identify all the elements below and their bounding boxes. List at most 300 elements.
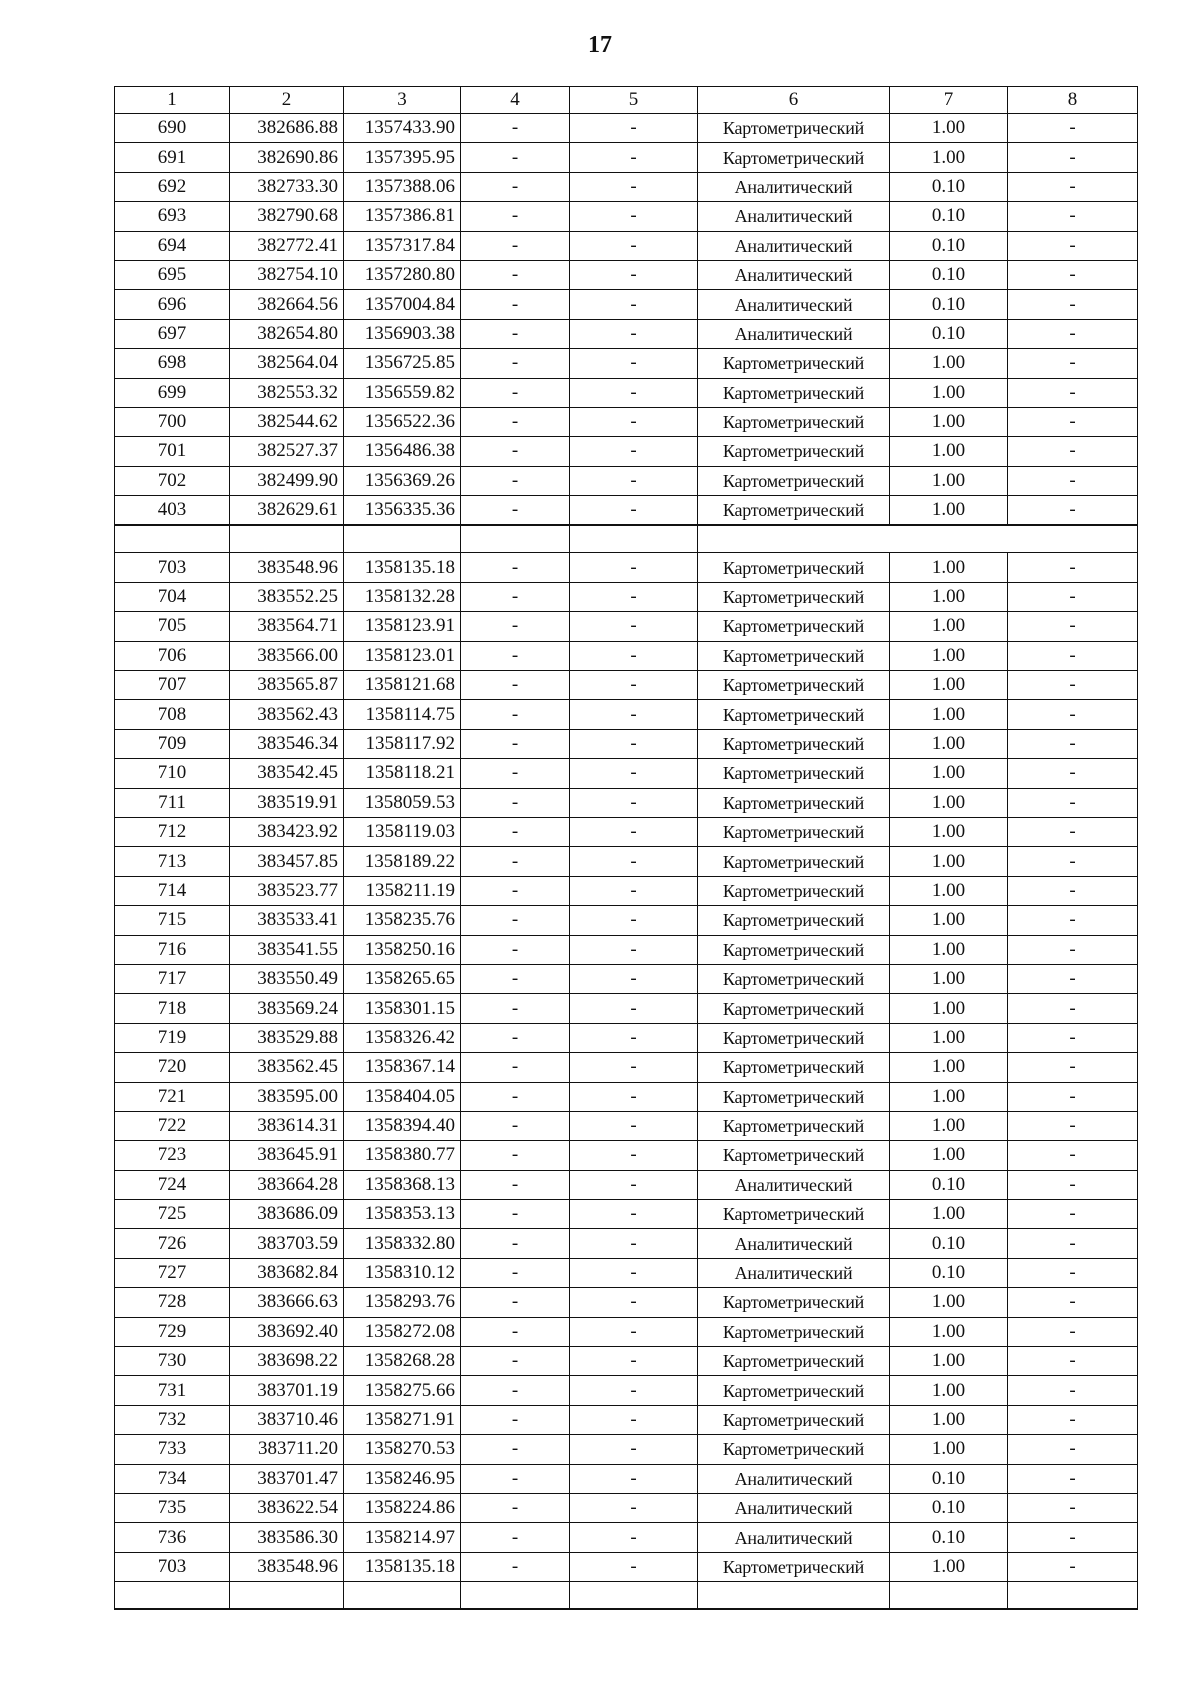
accuracy-cell: 1.00 — [890, 582, 1008, 611]
x-coordinate-cell: 383666.63 — [230, 1288, 344, 1317]
column-8-cell: - — [1008, 817, 1138, 846]
column-8-cell: - — [1008, 349, 1138, 378]
method-cell: Аналитический — [698, 319, 890, 348]
column-8-cell: - — [1008, 496, 1138, 526]
point-number-cell: 713 — [115, 847, 230, 876]
column-8-cell: - — [1008, 1229, 1138, 1258]
y-coordinate-cell: 1358118.21 — [344, 759, 461, 788]
x-coordinate-cell: 382544.62 — [230, 407, 344, 436]
accuracy-cell: 1.00 — [890, 729, 1008, 758]
column-4-cell: - — [461, 1053, 570, 1082]
column-8-cell: - — [1008, 729, 1138, 758]
table-row — [115, 172, 1138, 201]
column-8-cell: - — [1008, 260, 1138, 289]
column-5-cell: - — [570, 788, 698, 817]
point-number-cell: 725 — [115, 1200, 230, 1229]
column-5-cell: - — [570, 1170, 698, 1199]
column-5-cell: - — [570, 1053, 698, 1082]
column-8-cell: - — [1008, 1376, 1138, 1405]
column-5-cell: - — [570, 906, 698, 935]
accuracy-cell: 1.00 — [890, 1082, 1008, 1111]
column-4-cell: - — [461, 964, 570, 993]
y-coordinate-cell: 1358271.91 — [344, 1405, 461, 1434]
column-4-cell: - — [461, 290, 570, 319]
accuracy-cell: 0.10 — [890, 1464, 1008, 1493]
point-number-cell: 735 — [115, 1493, 230, 1522]
column-4-cell: - — [461, 496, 570, 526]
column-8-cell: - — [1008, 1493, 1138, 1522]
column-5-cell: - — [570, 1552, 698, 1581]
column-8-cell: - — [1008, 1023, 1138, 1052]
point-number-cell: 703 — [115, 553, 230, 582]
column-4-cell: - — [461, 1523, 570, 1552]
table-row — [115, 466, 1138, 495]
column-4-cell: - — [461, 1288, 570, 1317]
x-coordinate-cell: 383701.19 — [230, 1376, 344, 1405]
page-number: 17 — [588, 32, 612, 58]
column-8-cell: - — [1008, 906, 1138, 935]
y-coordinate-cell: 1358272.08 — [344, 1317, 461, 1346]
x-coordinate-cell: 382553.32 — [230, 378, 344, 407]
accuracy-cell: 1.00 — [890, 407, 1008, 436]
column-5-cell: - — [570, 641, 698, 670]
table-row — [115, 1023, 1138, 1052]
table-row — [115, 759, 1138, 788]
table-row — [115, 1464, 1138, 1493]
column-header: 8 — [1008, 87, 1138, 114]
y-coordinate-cell: 1356725.85 — [344, 349, 461, 378]
method-cell: Картометрический — [698, 378, 890, 407]
point-number-cell: 724 — [115, 1170, 230, 1199]
method-cell: Картометрический — [698, 1317, 890, 1346]
y-coordinate-cell: 1358310.12 — [344, 1258, 461, 1287]
method-cell: Картометрический — [698, 964, 890, 993]
accuracy-cell: 1.00 — [890, 906, 1008, 935]
table-row — [115, 1376, 1138, 1405]
point-number-cell: 733 — [115, 1435, 230, 1464]
column-4-cell: - — [461, 1552, 570, 1581]
column-4-cell: - — [461, 1258, 570, 1287]
point-number-cell: 710 — [115, 759, 230, 788]
y-coordinate-cell: 1357386.81 — [344, 202, 461, 231]
point-number-cell: 701 — [115, 437, 230, 466]
empty-cell — [344, 525, 461, 553]
column-5-cell: - — [570, 202, 698, 231]
table-row — [115, 114, 1138, 143]
method-cell: Аналитический — [698, 1229, 890, 1258]
empty-cell — [698, 1582, 890, 1610]
x-coordinate-cell: 383564.71 — [230, 612, 344, 641]
column-4-cell: - — [461, 847, 570, 876]
method-cell: Картометрический — [698, 1435, 890, 1464]
accuracy-cell: 0.10 — [890, 290, 1008, 319]
column-5-cell: - — [570, 496, 698, 526]
method-cell: Картометрический — [698, 1347, 890, 1376]
y-coordinate-cell: 1358367.14 — [344, 1053, 461, 1082]
column-5-cell: - — [570, 700, 698, 729]
column-8-cell: - — [1008, 641, 1138, 670]
x-coordinate-cell: 383703.59 — [230, 1229, 344, 1258]
column-5-cell: - — [570, 290, 698, 319]
y-coordinate-cell: 1358123.01 — [344, 641, 461, 670]
column-header: 1 — [115, 87, 230, 114]
column-8-cell: - — [1008, 700, 1138, 729]
point-number-cell: 731 — [115, 1376, 230, 1405]
column-header: 5 — [570, 87, 698, 114]
method-cell: Картометрический — [698, 729, 890, 758]
point-number-cell: 696 — [115, 290, 230, 319]
accuracy-cell: 0.10 — [890, 202, 1008, 231]
accuracy-cell: 1.00 — [890, 466, 1008, 495]
x-coordinate-cell: 383565.87 — [230, 671, 344, 700]
y-coordinate-cell: 1357433.90 — [344, 114, 461, 143]
point-number-cell: 716 — [115, 935, 230, 964]
x-coordinate-cell: 383614.31 — [230, 1111, 344, 1140]
empty-cell — [461, 525, 570, 553]
coordinates-table — [114, 86, 1138, 1610]
column-8-cell: - — [1008, 1435, 1138, 1464]
method-cell: Картометрический — [698, 788, 890, 817]
table-row — [115, 319, 1138, 348]
y-coordinate-cell: 1358123.91 — [344, 612, 461, 641]
column-4-cell: - — [461, 143, 570, 172]
x-coordinate-cell: 383698.22 — [230, 1347, 344, 1376]
table-row — [115, 612, 1138, 641]
accuracy-cell: 1.00 — [890, 700, 1008, 729]
x-coordinate-cell: 382733.30 — [230, 172, 344, 201]
column-5-cell: - — [570, 847, 698, 876]
y-coordinate-cell: 1358326.42 — [344, 1023, 461, 1052]
table-row — [115, 847, 1138, 876]
point-number-cell: 709 — [115, 729, 230, 758]
column-4-cell: - — [461, 641, 570, 670]
table-row — [115, 260, 1138, 289]
column-5-cell: - — [570, 876, 698, 905]
x-coordinate-cell: 383423.92 — [230, 817, 344, 846]
column-4-cell: - — [461, 906, 570, 935]
accuracy-cell: 1.00 — [890, 788, 1008, 817]
x-coordinate-cell: 383542.45 — [230, 759, 344, 788]
column-4-cell: - — [461, 700, 570, 729]
table-row — [115, 496, 1138, 526]
accuracy-cell: 1.00 — [890, 1376, 1008, 1405]
table-row — [115, 1317, 1138, 1346]
table-row — [115, 1523, 1138, 1552]
column-5-cell: - — [570, 1258, 698, 1287]
y-coordinate-cell: 1358211.19 — [344, 876, 461, 905]
x-coordinate-cell: 382527.37 — [230, 437, 344, 466]
column-8-cell: - — [1008, 437, 1138, 466]
point-number-cell: 720 — [115, 1053, 230, 1082]
table-row — [115, 202, 1138, 231]
table-row — [115, 1347, 1138, 1376]
column-5-cell: - — [570, 759, 698, 788]
accuracy-cell: 1.00 — [890, 641, 1008, 670]
column-4-cell: - — [461, 1082, 570, 1111]
coordinates-table-body — [115, 87, 1138, 1610]
accuracy-cell: 1.00 — [890, 349, 1008, 378]
x-coordinate-cell: 383622.54 — [230, 1493, 344, 1522]
table-row — [115, 1552, 1138, 1581]
column-8-cell: - — [1008, 1082, 1138, 1111]
accuracy-cell: 1.00 — [890, 1023, 1008, 1052]
accuracy-cell: 1.00 — [890, 1141, 1008, 1170]
column-8-cell: - — [1008, 876, 1138, 905]
column-5-cell: - — [570, 1493, 698, 1522]
accuracy-cell: 0.10 — [890, 1229, 1008, 1258]
column-8-cell: - — [1008, 114, 1138, 143]
table-row — [115, 1111, 1138, 1140]
x-coordinate-cell: 383711.20 — [230, 1435, 344, 1464]
x-coordinate-cell: 382686.88 — [230, 114, 344, 143]
column-4-cell: - — [461, 935, 570, 964]
column-5-cell: - — [570, 231, 698, 260]
empty-merged-cell — [698, 525, 1138, 553]
point-number-cell: 692 — [115, 172, 230, 201]
point-number-cell: 721 — [115, 1082, 230, 1111]
accuracy-cell: 1.00 — [890, 964, 1008, 993]
method-cell: Картометрический — [698, 935, 890, 964]
column-header: 3 — [344, 87, 461, 114]
column-8-cell: - — [1008, 1405, 1138, 1434]
x-coordinate-cell: 383710.46 — [230, 1405, 344, 1434]
method-cell: Картометрический — [698, 671, 890, 700]
empty-cell — [115, 525, 230, 553]
point-number-cell: 706 — [115, 641, 230, 670]
column-4-cell: - — [461, 759, 570, 788]
method-cell: Аналитический — [698, 1170, 890, 1199]
method-cell: Картометрический — [698, 1200, 890, 1229]
column-4-cell: - — [461, 1111, 570, 1140]
x-coordinate-cell: 382629.61 — [230, 496, 344, 526]
accuracy-cell: 1.00 — [890, 935, 1008, 964]
y-coordinate-cell: 1358246.95 — [344, 1464, 461, 1493]
accuracy-cell: 1.00 — [890, 378, 1008, 407]
column-header: 2 — [230, 87, 344, 114]
accuracy-cell: 1.00 — [890, 1552, 1008, 1581]
column-8-cell: - — [1008, 290, 1138, 319]
y-coordinate-cell: 1357388.06 — [344, 172, 461, 201]
point-number-cell: 707 — [115, 671, 230, 700]
x-coordinate-cell: 382690.86 — [230, 143, 344, 172]
column-5-cell: - — [570, 1376, 698, 1405]
accuracy-cell: 1.00 — [890, 1288, 1008, 1317]
y-coordinate-cell: 1358270.53 — [344, 1435, 461, 1464]
accuracy-cell: 1.00 — [890, 671, 1008, 700]
method-cell: Аналитический — [698, 1464, 890, 1493]
column-4-cell: - — [461, 553, 570, 582]
column-4-cell: - — [461, 378, 570, 407]
column-5-cell: - — [570, 437, 698, 466]
x-coordinate-cell: 383550.49 — [230, 964, 344, 993]
column-4-cell: - — [461, 994, 570, 1023]
point-number-cell: 726 — [115, 1229, 230, 1258]
empty-cell — [890, 1582, 1008, 1610]
accuracy-cell: 1.00 — [890, 817, 1008, 846]
table-row — [115, 1229, 1138, 1258]
empty-cell — [230, 525, 344, 553]
column-5-cell: - — [570, 1082, 698, 1111]
method-cell: Аналитический — [698, 231, 890, 260]
column-8-cell: - — [1008, 788, 1138, 817]
accuracy-cell: 0.10 — [890, 231, 1008, 260]
column-4-cell: - — [461, 437, 570, 466]
table-row — [115, 935, 1138, 964]
accuracy-cell: 0.10 — [890, 319, 1008, 348]
accuracy-cell: 1.00 — [890, 496, 1008, 526]
point-number-cell: 719 — [115, 1023, 230, 1052]
method-cell: Аналитический — [698, 1493, 890, 1522]
y-coordinate-cell: 1358119.03 — [344, 817, 461, 846]
y-coordinate-cell: 1357280.80 — [344, 260, 461, 289]
x-coordinate-cell: 383548.96 — [230, 1552, 344, 1581]
x-coordinate-cell: 383701.47 — [230, 1464, 344, 1493]
y-coordinate-cell: 1358235.76 — [344, 906, 461, 935]
column-8-cell: - — [1008, 378, 1138, 407]
method-cell: Картометрический — [698, 1405, 890, 1434]
table-row — [115, 1141, 1138, 1170]
column-4-cell: - — [461, 582, 570, 611]
y-coordinate-cell: 1356522.36 — [344, 407, 461, 436]
y-coordinate-cell: 1358189.22 — [344, 847, 461, 876]
accuracy-cell: 1.00 — [890, 876, 1008, 905]
point-number-cell: 717 — [115, 964, 230, 993]
column-header: 4 — [461, 87, 570, 114]
table-row — [115, 817, 1138, 846]
x-coordinate-cell: 382772.41 — [230, 231, 344, 260]
x-coordinate-cell: 383546.34 — [230, 729, 344, 758]
y-coordinate-cell: 1356369.26 — [344, 466, 461, 495]
separator-row — [115, 525, 1138, 553]
column-4-cell: - — [461, 466, 570, 495]
method-cell: Картометрический — [698, 1082, 890, 1111]
point-number-cell: 703 — [115, 1552, 230, 1581]
x-coordinate-cell: 383541.55 — [230, 935, 344, 964]
accuracy-cell: 0.10 — [890, 1523, 1008, 1552]
table-row — [115, 641, 1138, 670]
column-8-cell: - — [1008, 671, 1138, 700]
empty-cell — [570, 1582, 698, 1610]
column-5-cell: - — [570, 1347, 698, 1376]
table-row — [115, 378, 1138, 407]
y-coordinate-cell: 1358293.76 — [344, 1288, 461, 1317]
column-8-cell: - — [1008, 466, 1138, 495]
table-row — [115, 788, 1138, 817]
x-coordinate-cell: 383692.40 — [230, 1317, 344, 1346]
accuracy-cell: 0.10 — [890, 1170, 1008, 1199]
column-4-cell: - — [461, 817, 570, 846]
y-coordinate-cell: 1358353.13 — [344, 1200, 461, 1229]
column-header: 6 — [698, 87, 890, 114]
column-5-cell: - — [570, 1435, 698, 1464]
column-8-cell: - — [1008, 202, 1138, 231]
table-row — [115, 700, 1138, 729]
y-coordinate-cell: 1358268.28 — [344, 1347, 461, 1376]
x-coordinate-cell: 383569.24 — [230, 994, 344, 1023]
column-5-cell: - — [570, 1141, 698, 1170]
accuracy-cell: 1.00 — [890, 1405, 1008, 1434]
column-8-cell: - — [1008, 1317, 1138, 1346]
table-row — [115, 671, 1138, 700]
table-row — [115, 964, 1138, 993]
table-row — [115, 994, 1138, 1023]
empty-cell — [1008, 1582, 1138, 1610]
y-coordinate-cell: 1358368.13 — [344, 1170, 461, 1199]
point-number-cell: 711 — [115, 788, 230, 817]
method-cell: Картометрический — [698, 143, 890, 172]
column-5-cell: - — [570, 114, 698, 143]
point-number-cell: 727 — [115, 1258, 230, 1287]
method-cell: Аналитический — [698, 202, 890, 231]
y-coordinate-cell: 1358224.86 — [344, 1493, 461, 1522]
point-number-cell: 705 — [115, 612, 230, 641]
column-4-cell: - — [461, 1493, 570, 1522]
table-row — [115, 1082, 1138, 1111]
point-number-cell: 734 — [115, 1464, 230, 1493]
accuracy-cell: 0.10 — [890, 1258, 1008, 1287]
column-4-cell: - — [461, 788, 570, 817]
column-4-cell: - — [461, 202, 570, 231]
accuracy-cell: 0.10 — [890, 1493, 1008, 1522]
y-coordinate-cell: 1356335.36 — [344, 496, 461, 526]
table-row — [115, 1053, 1138, 1082]
method-cell: Картометрический — [698, 817, 890, 846]
point-number-cell: 698 — [115, 349, 230, 378]
column-8-cell: - — [1008, 964, 1138, 993]
column-4-cell: - — [461, 1317, 570, 1346]
x-coordinate-cell: 382790.68 — [230, 202, 344, 231]
point-number-cell: 729 — [115, 1317, 230, 1346]
y-coordinate-cell: 1358332.80 — [344, 1229, 461, 1258]
x-coordinate-cell: 383548.96 — [230, 553, 344, 582]
accuracy-cell: 1.00 — [890, 114, 1008, 143]
point-number-cell: 722 — [115, 1111, 230, 1140]
accuracy-cell: 0.10 — [890, 260, 1008, 289]
method-cell: Картометрический — [698, 553, 890, 582]
method-cell: Аналитический — [698, 260, 890, 289]
point-number-cell: 708 — [115, 700, 230, 729]
accuracy-cell: 0.10 — [890, 172, 1008, 201]
column-header-row — [115, 87, 1138, 114]
x-coordinate-cell: 383529.88 — [230, 1023, 344, 1052]
column-5-cell: - — [570, 349, 698, 378]
column-5-cell: - — [570, 1464, 698, 1493]
column-5-cell: - — [570, 466, 698, 495]
table-row — [115, 290, 1138, 319]
table-row — [115, 729, 1138, 758]
method-cell: Картометрический — [698, 612, 890, 641]
column-5-cell: - — [570, 582, 698, 611]
y-coordinate-cell: 1357004.84 — [344, 290, 461, 319]
y-coordinate-cell: 1358404.05 — [344, 1082, 461, 1111]
method-cell: Картометрический — [698, 582, 890, 611]
column-5-cell: - — [570, 553, 698, 582]
column-5-cell: - — [570, 378, 698, 407]
column-5-cell: - — [570, 1523, 698, 1552]
method-cell: Картометрический — [698, 1023, 890, 1052]
point-number-cell: 699 — [115, 378, 230, 407]
column-8-cell: - — [1008, 1523, 1138, 1552]
column-8-cell: - — [1008, 1170, 1138, 1199]
column-4-cell: - — [461, 1141, 570, 1170]
column-5-cell: - — [570, 1023, 698, 1052]
column-4-cell: - — [461, 1405, 570, 1434]
point-number-cell: 702 — [115, 466, 230, 495]
method-cell: Картометрический — [698, 466, 890, 495]
accuracy-cell: 1.00 — [890, 1111, 1008, 1140]
y-coordinate-cell: 1358117.92 — [344, 729, 461, 758]
method-cell: Аналитический — [698, 172, 890, 201]
